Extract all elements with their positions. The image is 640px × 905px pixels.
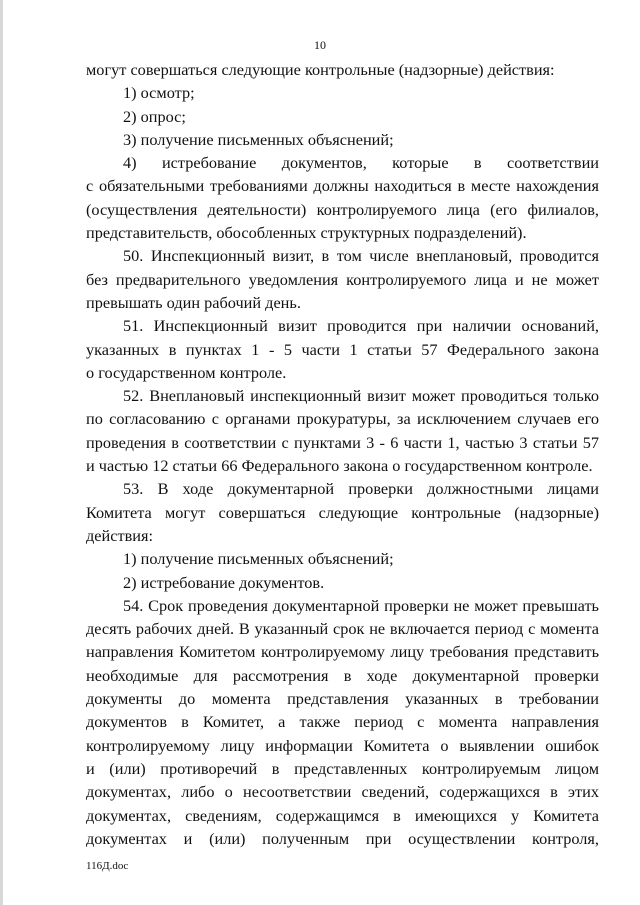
page-number: 10 (314, 38, 326, 52)
text-line: 54. Срок проведения документарной проверки не может превышать (123, 595, 599, 615)
text-line: с обязательными требованиями должны находиться в месте нахождения (86, 176, 599, 196)
text-line: превышать один рабочий день. (86, 292, 301, 312)
text-line: 3) получение письменных объяснений; (123, 129, 394, 149)
text-line: десять рабочих дней. В указанный срок не включается период с момента (86, 619, 599, 639)
text-line: 51. Инспекционный визит проводится при наличии оснований, (123, 316, 599, 336)
text-line: представительств, обособленных структурных подразделений). (86, 223, 527, 243)
text-line: без предварительного уведомления контролируемого лица и не может (86, 269, 599, 289)
footer-filename: 116Д.doc (86, 860, 129, 872)
text-line: 2) истребование документов. (123, 572, 325, 592)
text-line: 1) получение письменных объяснений; (123, 549, 394, 569)
text-line: по согласованию с органами прокуратуры, за исключением случаев его (86, 409, 599, 429)
text-line: направления Комитетом контролируемому лицу требования представить (86, 642, 599, 662)
text-line: документы до момента представления указанных в требовании (86, 689, 599, 709)
text-line: 53. В ходе документарной проверки должностными лицами (123, 479, 599, 499)
text-line: контролируемому лицу информации Комитета о выявлении ошибок (86, 735, 599, 755)
text-line: Комитета могут совершаться следующие контрольные (надзорные) (86, 502, 599, 522)
text-line: документах, либо о несоответствии сведений, содержащихся в этих (86, 782, 599, 802)
text-line: о государственном контроле. (86, 362, 287, 382)
text-line: могут совершаться следующие контрольные (надзорные) действия: (86, 60, 555, 79)
scan-edge (0, 0, 3, 905)
text-line: и частью 12 статьи 66 Федерального закона о государственном контроле. (86, 456, 593, 476)
text-line: 52. Внеплановый инспекционный визит может проводиться только (123, 386, 599, 406)
document-body (86, 58, 599, 850)
text-line: документах и (или) полученным при осуществлении контроля, (86, 828, 599, 848)
text-line: 1) осмотр; (123, 83, 195, 103)
text-line: документов в Комитет, а также период с момента направления (86, 712, 599, 732)
text-line: проведения в соответствии с пунктами 3 - 6 части 1, частью 3 статьи 57 (86, 432, 599, 452)
text-line: 4) истребование документов, которые в соответствии (123, 153, 599, 173)
text-line: и (или) противоречий в представленных контролируемым лицом (86, 758, 599, 778)
text-line: документах, сведениям, содержащимся в имеющихся у Комитета (86, 805, 599, 825)
text-line: (осуществления деятельности) контролируемого лица (его филиалов, (86, 199, 599, 219)
text-line: необходимые для рассмотрения в ходе документарной проверки (86, 665, 599, 685)
text-line: 2) опрос; (123, 106, 186, 126)
text-line: 50. Инспекционный визит, в том числе внеплановый, проводится (123, 246, 599, 266)
text-line: действия: (86, 525, 153, 545)
text-line: указанных в пунктах 1 - 5 части 1 статьи 57 Федерального закона (86, 339, 599, 359)
